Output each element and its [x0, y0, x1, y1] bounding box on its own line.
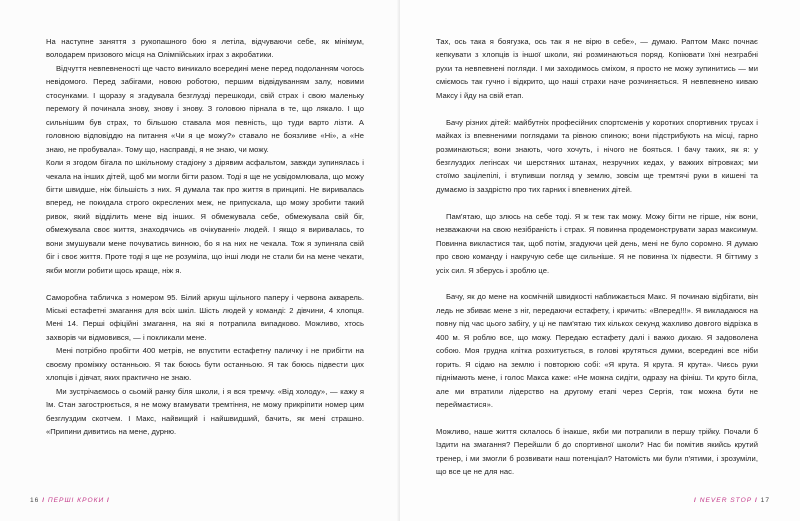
slash-divider-icon: /: [107, 497, 110, 504]
paragraph: Бачу, як до мене на космічній швидкості наближається Макс. Я починаю відбігати, він ледь не збиває мене з ніг, передаючи естафету, і кричить: «Вперед!!!». Я викладаюся на повну під час цього забігу, у ці не пам'ятаю тих кількох секунд жахливо довгого відрізка в 400 м. Я роблю все, що можу. Передаю естафету далі і важко дихаю. Я задоволена собою. Моя грудна клітка розхитується, в голові крутяться думки, всередині все ніби горить. Я сідаю на землю і повторюю собі: «Я крута. Я крута. Я крута». Чиєсь руки піднімають мене, і голос Макса каже: «Не можна сидіти, одразу на фініш. Ти круто бігла, але ми втратили лідерство на другому етапі через Сергія, тож можна бути не переймаєтися».: [436, 292, 758, 410]
paragraph: Відчуття невпевненості ще часто виникало всередині мене перед подоланням чогось невідомого. Перед забігами, новою роботою, першим відвідуванням залу, новими стосунками. І щоразу я згадувала безглузді перешкоди, свій страх і свою маленьку перемогу й починала знову, знову і знову. З головою пірнала в те, що лякало. І що сильнішим був страх, то більшою ставала моя певність, що туди варто лізти. А головною відповіддю на питання «Чи я це можу?» ставало не боязливе «Ні», а «Не знаю, не пробувала». Тому що, насправді, я не знаю, чи можу.: [46, 63, 364, 154]
paragraph: Мені потрібно пробігти 400 метрів, не впустити естафетну паличку і не прибігти на своєму проміжку останньою. Я так боюсь бути останньою. Я так боюсь підвести цих хлопців і дівчат, яких практично не знаю.: [46, 346, 364, 383]
page-number: 16: [30, 497, 40, 504]
paragraph: Саморобна табличка з номером 95. Білий аркуш щільного паперу і червона акварель. Міські естафетні змагання для всіх шкіл. Шість людей у команді: 2 дівчини, 4 хлопця. Мені 14. Перші офіційні змагання, на які я потрапила випадково. Можливо, хтось захворів чи відмовився, — і покликали мене.: [46, 292, 364, 342]
paragraph: Ми зустрічаємось о сьомій ранку біля школи, і я вся тремчу. «Від холоду», — кажу я їм. Стан загострюється, я не можу вгамувати тремтіння, не можу прикріпити номер цим безглуздим скотчем. І Макс, найвищий і найшвидший, бачить, як мені страшно. «Припини дивитись на мене, дурню.: [46, 386, 364, 437]
right-page: [400, 0, 800, 521]
page-number: 17: [760, 497, 770, 504]
paragraph: На наступне заняття з рукопашного бою я летіла, відчуваючи себе, як мінімум, володарем призового місця на Олімпійських іграх з акробатики.: [46, 37, 364, 60]
paragraph: Можливо, наше життя склалось б інакше, якби ми потрапили в першу трійку. Почали б їздити на змагання? Перейшли б до спортивної школи? Нас би помітив якийсь крутий тренер, і ми змогли б розвивати наш потенціал? Натомість ми були п'ятими, і зрозуміли, що все це не для нас.: [436, 426, 758, 477]
right-page-body: [436, 35, 758, 479]
paragraph: Коли я згодом бігала по шкільному стадіону з дірявим асфальтом, завжди зупинялась і чекала на інших дітей, щоб ми могли бігти разом. Тоді я ще не усвідомлювала, що можу бігти швидше, ніж більшість з них. Я думала так про життя в принципі. Не виривалась вперед, не покидала строго окреслених меж, не припускала, що можу зробити такий ривок, який відділить мене від інших. Я обмежувала себе, обмежувала свій біг, обмежувала своє життя, знаходячись «в очікуванні» людей. І якщо я виривалась, то вони змушували мене почуватись винною, бо я на них не чекала. Тож я зупиняла свій біг і своє життя. Проте тоді я ще не розуміла, що інші люди не стали би на мене чекати, якби могли робити щось краще, ніж я.: [46, 158, 364, 275]
slash-divider-icon: /: [754, 497, 758, 504]
running-title: ПЕРШІ КРОКИ: [47, 497, 105, 504]
paragraph: Бачу різних дітей: майбутніх професійних спортсменів у коротких спортивних трусах і майках із впевненими поглядами та рівною спиною; вони підстрибують на місці, гарно розминаються; вони знають, чого хочуть, і нічого не бояться. І бачу таких, як я: у безглуздих легінсах чи шерстяних штанах, незручних кедах, у важких вітровках; ми стоїмо зацілепілі, і втупивши погляд у землю, зовсім ще тремтячі руки в кишені та думаємо із заздрістю про тих гарних і впевнених дітей.: [436, 117, 758, 194]
paragraph: Пам'ятаю, що злюсь на себе тоді. Я ж теж так можу. Можу бігти не гірше, ніж вони, незважаючи на свою незібраність і страх. Я повинна продемонструвати зараз максимум. Повинна викластися так, щоб потім, згадуючи цей день, мені не було соромно. Я думаю про свою команду і накручую себе ще сильніше. Я не повинна їх підвести. Я біттиму з усіх сил. Я зберусь і зроблю це.: [436, 211, 758, 275]
running-title: NEVER STOP: [699, 497, 753, 504]
slash-divider-icon: /: [42, 497, 46, 504]
paragraph: Тах, ось така я боягузка, ось так я не вірю в себе», — думаю. Раптом Макс почнає кепкувати з хлопців із іншої школи, які розминаються поряд. Копіювати їхні незграбні рухи та невпевнені погляди. І ми заходимось сміхом, я просто не можу зупинитись — ми сміємось так гучно і відкрито, що наші страхи наче розчиняється. Я невпевнено киваю Максу і йду на свій етап.: [436, 37, 758, 100]
left-page-body: [46, 35, 364, 439]
left-page-footer: [30, 497, 110, 504]
slash-divider-icon: /: [694, 497, 697, 504]
right-page-footer: [694, 497, 770, 504]
